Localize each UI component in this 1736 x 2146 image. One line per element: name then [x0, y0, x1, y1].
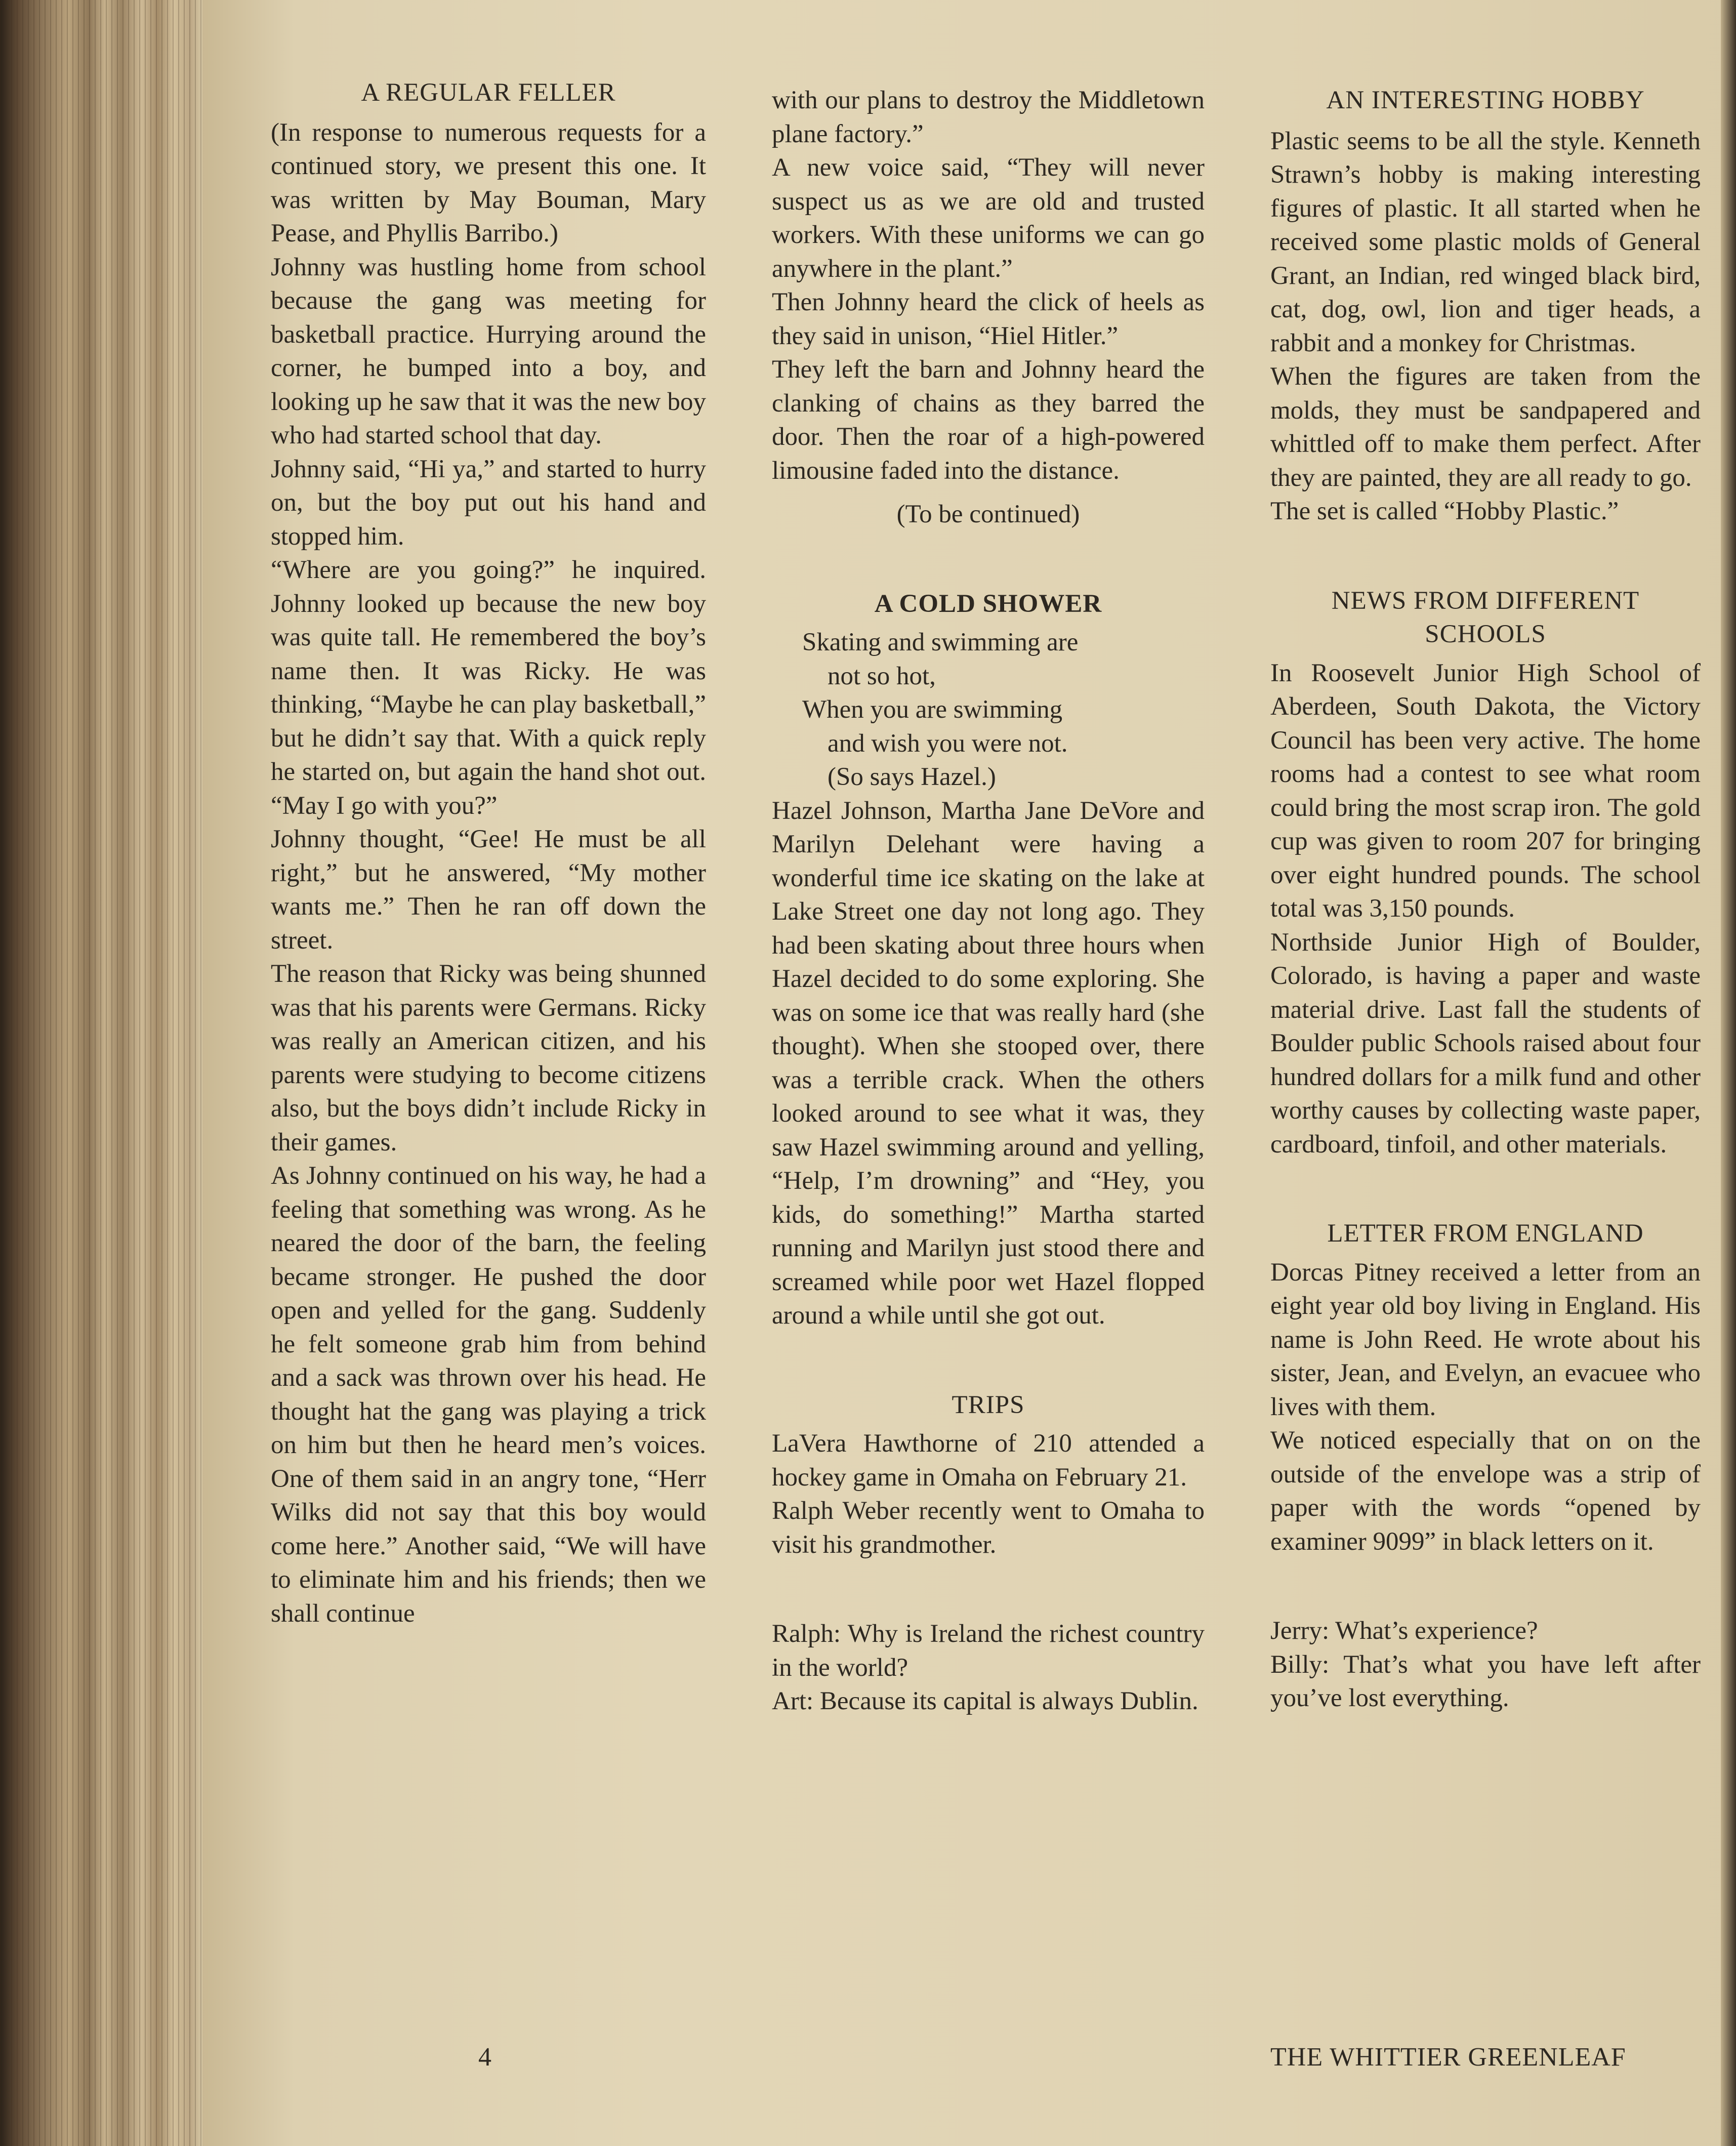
poem-line: and wish you were not. — [828, 729, 1068, 758]
joke-line: Art: Because its capital is always Dublin. — [772, 1687, 1198, 1715]
letter-paragraph: We noticed especially that on on the outside of the envelope was a strip of paper with the words “opened by examiner 9099” in black letters on it. — [1270, 1426, 1701, 1556]
story-paragraph: Johnny thought, “Gee! He must be all right,” but he answered, “My mother wants me.” Then he ran off down the street. — [271, 825, 706, 955]
book-binding-edge — [0, 0, 202, 2146]
news-paragraph: In Roosevelt Junior High School of Aberdeen, South Dakota, the Victory Council has been very active. The home rooms had a contest to see what room could bring the most scrap iron. The gold cup was given to room 207 for bringing over eight hundred pounds. The school total was 3,150 pounds. — [1270, 658, 1701, 923]
joke-line: Ralph: Why is Ireland the richest country in the world? — [772, 1620, 1205, 1682]
news-paragraph: Northside Junior High of Boulder, Colorado, is having a paper and waste material drive. Last fall the students of Boulder public Schools raised about four hundred dollars for a milk fund and other worthy causes by collecting waste paper, cardboard, tinfoil, and other materials. — [1270, 928, 1701, 1159]
poem-line: When you are swimming — [802, 695, 1063, 724]
story-intro: (In response to numerous requests for a continued story, we present this one. It was written by May Bouman, Mary Pease, and Phyllis Barribo.) — [271, 118, 706, 247]
story-paragraph: As Johnny continued on his way, he had a feeling that something was wrong. As he neared the door of the barn, the feeling became stronger. He pushed the door open and yelled for the gang. Suddenly he felt someone grab him from behind and a sack was thrown over his head. He thought hat the gang was playing a trick on him but then he heard men’s voices. One of them said in an angry tone, “Herr Wilks did not say that this boy would come here.” Another said, “We will have to eliminate him and his friends; then we shall continue — [271, 1162, 706, 1628]
joke-line: Jerry: What’s experience? — [1270, 1617, 1538, 1645]
news-title-line-2: SCHOOLS — [1425, 620, 1546, 648]
news-title-line-1: NEWS FROM DIFFERENT — [1331, 586, 1640, 615]
cold-shower-paragraph: Hazel Johnson, Martha Jane DeVore and Marilyn Delehant were having a wonderful time ice skating on the lake at Lake Street one day not long ago. They had been skating about three hours when Hazel decided to do some exploring. She was on some ice that was really hard (she thought). When she stooped over, there was a terrible crack. When the others looked around to see what it was, they saw Hazel swimming around and yelling, “Help, I’m drowning” and “Hey, you kids, do something!” Martha started running and Marilyn just stood there and screamed while poor wet Hazel flopped around a while until she got out. — [772, 796, 1205, 1330]
column-3 — [1270, 84, 1701, 1715]
poem-line: (So says Hazel.) — [828, 763, 996, 791]
cold-shower-title: A COLD SHOWER — [874, 589, 1102, 618]
trips-paragraph: LaVera Hawthorne of 210 attended a hockey game in Omaha on February 21. — [772, 1429, 1205, 1492]
hobby-title: AN INTERESTING HOBBY — [1326, 86, 1645, 114]
column-1 — [271, 76, 706, 1630]
story-paragraph: with our plans to destroy the Middletown plane factory.” — [772, 86, 1205, 148]
poem-line: not so hot, — [828, 662, 936, 690]
trips-paragraph: Ralph Weber recently went to Omaha to visit his grandmother. — [772, 1497, 1205, 1559]
letter-paragraph: Dorcas Pitney received a letter from an eight year old boy living in England. His name is John Reed. He wrote about his sister, Jean, and Evelyn, an evacuee who lives with them. — [1270, 1258, 1701, 1421]
story-paragraph: “Where are you going?” he inquired. Johnny looked up because the new boy was quite tall. He remembered the boy’s name then. It was Ricky. He was thinking, “Maybe he can play basketball,” but he didn’t say that. With a quick reply he started on, but again the hand shot out. “May I go with you?” — [271, 556, 706, 820]
story-title: A REGULAR FELLER — [361, 78, 616, 107]
hobby-paragraph: The set is called “Hobby Plastic.” — [1270, 497, 1619, 525]
letter-title: LETTER FROM ENGLAND — [1327, 1219, 1644, 1248]
joke-line: Billy: That’s what you have left after you’ve lost everything. — [1270, 1650, 1701, 1712]
hobby-paragraph: Plastic seems to be all the style. Kenneth Strawn’s hobby is making interesting figures of plastic. It all started when he received some plastic molds of General Grant, an Indian, red winged black bird, cat, dog, owl, lion and tiger heads, a rabbit and a monkey for Christmas. — [1270, 127, 1701, 357]
story-paragraph: The reason that Ricky was being shunned was that his parents were Germans. Ricky was really an American citizen, and his parents were studying to become citizens also, but the boys didn’t include Ricky in their games. — [271, 960, 706, 1157]
story-paragraph: Then Johnny heard the click of heels as they said in unison, “Hiel Hitler.” — [772, 288, 1205, 350]
story-paragraph: Johnny was hustling home from school because the gang was meeting for basketball practice. Hurrying around the corner, he bumped into a boy, and looking up he saw that it was the new boy who had started school that day. — [271, 253, 706, 449]
story-paragraph: Johnny said, “Hi ya,” and started to hurry on, but the boy put out his hand and stopped him. — [271, 455, 706, 551]
poem-line: Skating and swimming are — [802, 628, 1079, 656]
to-be-continued: (To be continued) — [896, 500, 1080, 528]
running-head: THE WHITTIER GREENLEAF — [1270, 2043, 1626, 2072]
story-paragraph: A new voice said, “They will never suspect us as we are old and trusted workers. With these uniforms we can go anywhere in the plant.” — [772, 153, 1205, 283]
page-right-edge — [1721, 0, 1736, 2146]
hobby-paragraph: When the figures are taken from the molds, they must be sandpapered and whittled off to make them perfect. After they are painted, they are all ready to go. — [1270, 362, 1701, 492]
trips-title: TRIPS — [952, 1390, 1025, 1419]
poem — [772, 626, 1205, 794]
column-2 — [772, 84, 1205, 1718]
story-paragraph: They left the barn and Johnny heard the clanking of chains as they barred the door. Then the roar of a high-powered limousine faded into the distance. — [772, 355, 1205, 485]
page-number: 4 — [478, 2043, 491, 2072]
